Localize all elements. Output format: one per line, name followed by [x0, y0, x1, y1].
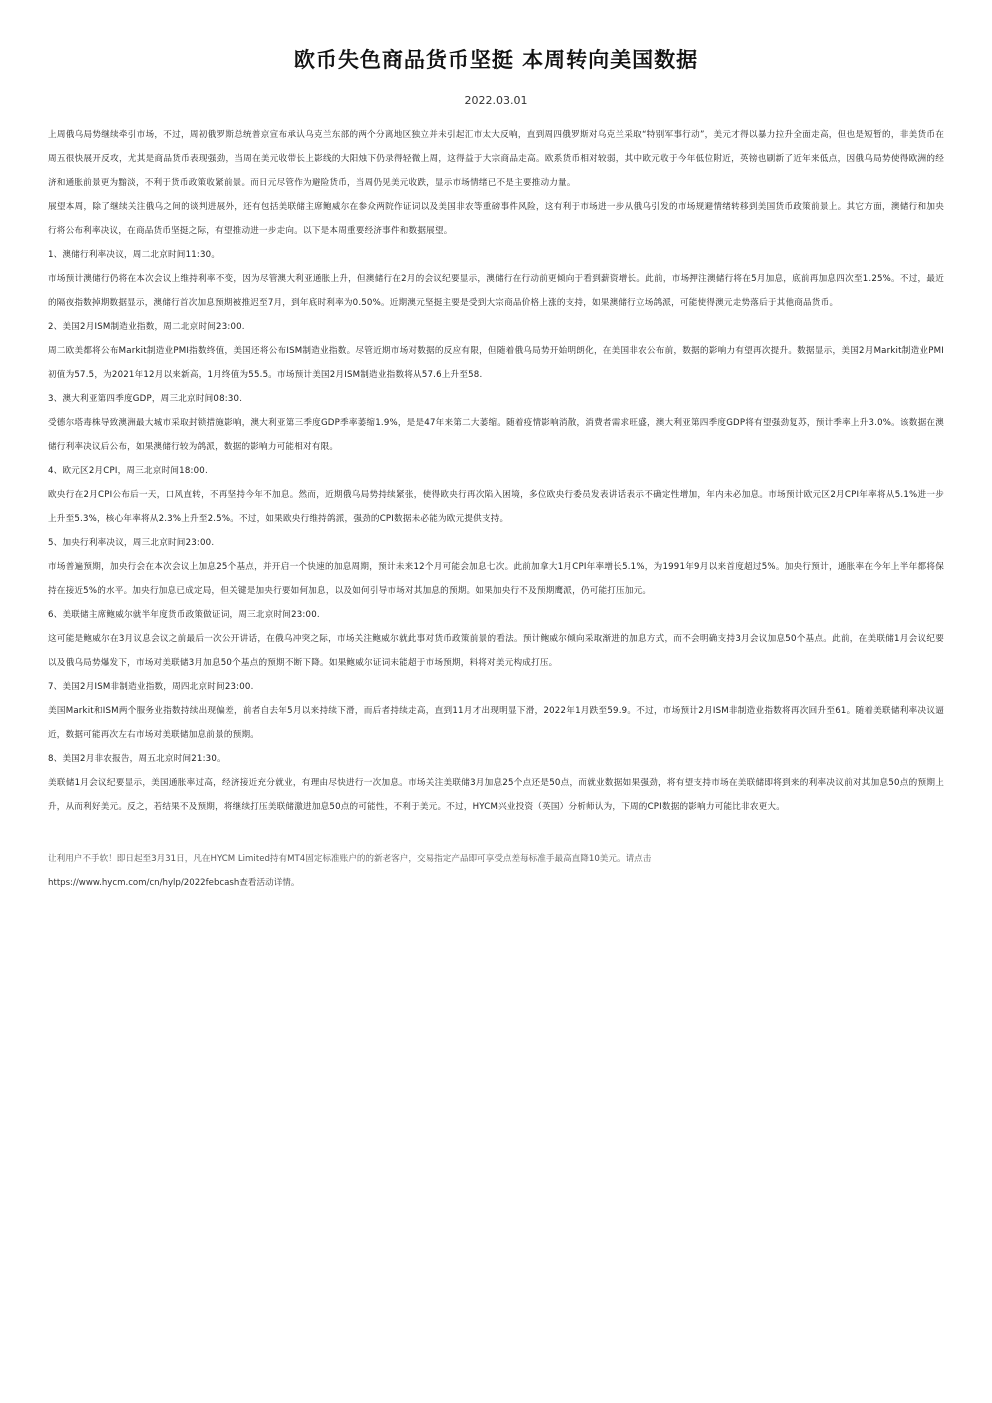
section-heading-boc: 5、加央行利率决议，周三北京时间23:00. — [48, 538, 215, 548]
promo-text: 让利用户不手软！即日起至3月31日，凡在HYCM Limited持有MT4固定标准账户的的新老客户，交易指定产品即可享受点差每标准手最高直降10美元。请点击 — [48, 854, 652, 864]
paragraph-rba: 市场预计澳储行仍将在本次会议上维持利率不变，因为尽管澳大利亚通胀上升，但澳储行在2月的会议纪要显示，澳储行在行动前更倾向于看到薪资增长。此前，市场押注澳储行将在5月加息，底前再加息四次至1.25%。不过，最近的隔夜指数掉期数据显示，澳储行首次加息预期被推迟至7月，到年底时利率为0.50%。近期澳元坚挺主要是受到大宗商品价格上涨的支持，如果澳储行立场鸽派，可能使得澳元走势落后于其他商品货币。 — [48, 274, 944, 308]
article-body — [48, 123, 944, 819]
paragraph-powell: 这可能是鲍威尔在3月议息会议之前最后一次公开讲话，在俄乌冲突之际，市场关注鲍威尔就此事对货币政策前景的看法。预计鲍威尔倾向采取渐进的加息方式，而不会明确支持3月会议加息50个基点。此前，在美联储1月会议纪要以及俄乌局势爆发下，市场对美联储3月加息50个基点的预期不断下降。如果鲍威尔证词未能超于市场预期，料将对美元构成打压。 — [48, 634, 944, 668]
section-heading-eurozone-cpi: 4、欧元区2月CPI，周三北京时间18:00. — [48, 466, 208, 476]
section-heading-australia-gdp: 3、澳大利亚第四季度GDP，周三北京时间08:30. — [48, 394, 243, 404]
section-heading-ism-manufacturing: 2、美国2月ISM制造业指数，周二北京时间23:00. — [48, 322, 245, 332]
promo-link[interactable]: https://www.hycm.com/cn/hylp/2022febcash查看活动详情。 — [48, 878, 300, 888]
paragraph-ism-services: 美国Markit和ISM两个服务业指数持续出现偏差，前者自去年5月以来持续下滑，而后者持续走高，直到11月才出现明显下滑，2022年1月跌至59.9。不过，市场预计2月ISM非制造业指数将再次回升至61。随着美联储利率决议逼近，数据可能再次左右市场对美联储加息前景的预期。 — [48, 706, 944, 740]
paragraph-outlook: 展望本周，除了继续关注俄乌之间的谈判进展外，还有包括美联储主席鲍威尔在参众两院作证词以及美国非农等重磅事件风险，这有利于市场进一步从俄乌引发的市场规避情绪转移到美国货币政策前景上。其它方面，澳储行和加央行将公布利率决议，在商品货币坚挺之际，有望推动进一步走向。以下是本周重要经济事件和数据展望。 — [48, 202, 944, 236]
paragraph-australia-gdp: 受德尔塔毒株导致澳洲最大城市采取封锁措施影响，澳大利亚第三季度GDP季率萎缩1.9%，是是47年来第二大萎缩。随着疫情影响消散，消费者需求旺盛，澳大利亚第四季度GDP将有望强劲复苏，预计季率上升3.0%。该数据在澳储行利率决议后公布，如果澳储行较为鸽派，数据的影响力可能相对有限。 — [48, 418, 944, 452]
paragraph-intro: 上周俄乌局势继续牵引市场，不过，周初俄罗斯总统普京宣布承认乌克兰东部的两个分离地区独立并未引起汇市太大反响，直到周四俄罗斯对乌克兰采取“特别军事行动”，美元才得以暴力拉升全面走高，但也是短暂的，非美货币在周五很快展开反攻，尤其是商品货币表现强劲，当周在美元收带长上影线的大阳烛下仍录得轻微上周，这得益于大宗商品走高。欧系货币相对较弱，其中欧元收于今年低位附近，英镑也刷新了近年来低点，因俄乌局势使得欧洲的经济和通胀前景更为黯淡，不利于货币政策收紧前景。而日元尽管作为避险货币，当周仍见美元收跌，显示市场情绪已不是主要推动力量。 — [48, 130, 944, 188]
section-heading-nonfarm: 8、美国2月非农报告，周五北京时间21:30。 — [48, 754, 226, 764]
article-date: 2022.03.01 — [464, 94, 528, 107]
paragraph-boc: 市场普遍预期，加央行会在本次会议上加息25个基点，并开启一个快速的加息周期，预计未来12个月可能会加息七次。此前加拿大1月CPI年率增长5.1%，为1991年9月以来首度超过5%。加央行预计，通胀率在今年上半年都将保持在接近5%的水平。加央行加息已成定局，但关键是加央行要如何加息，以及如何引导市场对其加息的预期。如果加央行不及预期鹰派，仍可能打压加元。 — [48, 562, 944, 596]
paragraph-nonfarm: 美联储1月会议纪要显示，美国通胀率过高，经济接近充分就业，有理由尽快进行一次加息。市场关注美联储3月加息25个点还是50点，而就业数据如果强劲，将有望支持市场在美联储即将到来的利率决议前对其加息50点的预期上升，从而利好美元。反之，若结果不及预期，将继续打压美联储激进加息50点的可能性，不利于美元。不过，HYCM兴业投资（英国）分析师认为，下周的CPI数据的影响力可能比非农更大。 — [48, 778, 944, 812]
paragraph-ism-manufacturing: 周二欧美都将公布Markit制造业PMI指数终值，美国还将公布ISM制造业指数。尽管近期市场对数据的反应有限，但随着俄乌局势开始明朗化，在美国非农公布前，数据的影响力有望再次提升。数据显示，美国2月Markit制造业PMI初值为57.5，为2021年12月以来新高，1月终值为55.5。市场预计美国2月ISM制造业指数将从57.6上升至58. — [48, 346, 944, 380]
section-heading-powell: 6、美联储主席鲍威尔就半年度货币政策做证词，周三北京时间23:00. — [48, 610, 320, 620]
promo-footer — [48, 847, 944, 895]
section-heading-ism-services: 7、美国2月ISM非制造业指数，周四北京时间23:00. — [48, 682, 254, 692]
paragraph-eurozone-cpi: 欧央行在2月CPI公布后一天，口风直转，不再坚持今年不加息。然而，近期俄乌局势持续紧张，使得欧央行再次陷入困境，多位欧央行委员发表讲话表示不确定性增加，年内未必加息。市场预计欧元区2月CPI年率将从5.1%进一步上升至5.3%，核心年率将从2.3%上升至2.5%。不过，如果欧央行维持鸽派，强劲的CPI数据未必能为欧元提供支持。 — [48, 490, 944, 524]
section-heading-rba: 1、澳储行利率决议，周二北京时间11:30。 — [48, 250, 221, 260]
article-title: 欧币失色商品货币坚挺 本周转向美国数据 — [293, 48, 699, 72]
